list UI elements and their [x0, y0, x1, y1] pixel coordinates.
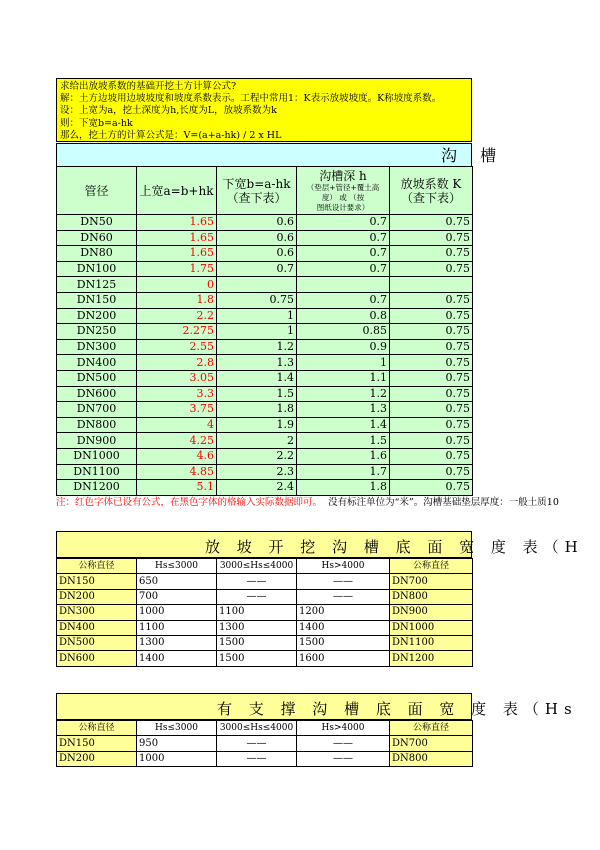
header-k-line2: （查下表）	[400, 190, 461, 205]
header-bottom-line1: 下宽b=a-hk	[222, 176, 291, 191]
slope-k-cell[interactable]: 0.75	[390, 339, 473, 355]
pipe-dn-cell[interactable]: DN1100	[57, 464, 137, 480]
depth-cell[interactable]: 0.9	[297, 339, 390, 355]
slope-k-cell[interactable]: 0.75	[390, 402, 473, 418]
pipe-dn-cell[interactable]: DN1000	[57, 448, 137, 464]
footnote-black: 没有标注单位为“米”。沟槽基础垫层厚度：一般土质10	[328, 497, 559, 508]
table-row	[57, 339, 473, 355]
dn-cell[interactable]: DN150	[57, 736, 137, 751]
value-cell[interactable]: 1400	[297, 620, 390, 635]
table-row	[57, 215, 473, 231]
value-cell[interactable]: ——	[217, 736, 297, 751]
value-cell[interactable]: 650	[137, 574, 217, 589]
pipe-dn-cell[interactable]: DN500	[57, 370, 137, 386]
value-cell[interactable]: 1000	[137, 605, 217, 620]
value-cell[interactable]: ——	[297, 751, 390, 766]
top-width-cell[interactable]: 2.55	[137, 339, 217, 355]
bottom-width-cell[interactable]: 0.75	[217, 292, 297, 308]
header-depth-line1: 沟槽深 h	[319, 168, 367, 183]
dn-cell[interactable]: DN600	[57, 651, 137, 666]
col-hs-3000-4000: 3000≤Hs≤4000	[217, 721, 297, 736]
bottom-width-cell[interactable]: 1	[217, 308, 297, 324]
table-row	[57, 620, 473, 635]
value-cell[interactable]: 1500	[217, 635, 297, 650]
header-depth	[297, 167, 390, 215]
top-width-cell[interactable]: 1.75	[137, 261, 217, 277]
support-table-header	[57, 721, 473, 736]
pipe-dn-cell[interactable]: DN600	[57, 386, 137, 402]
trench-table-header	[57, 167, 473, 215]
pipe-dn-cell[interactable]: DN200	[57, 308, 137, 324]
pipe-dn-cell[interactable]: DN150	[57, 292, 137, 308]
pipe-dn-cell[interactable]: DN700	[57, 402, 137, 418]
table-row	[57, 480, 473, 496]
top-width-cell[interactable]: 4	[137, 417, 217, 433]
slope-k-cell[interactable]: 0.75	[390, 324, 473, 340]
pipe-dn-cell[interactable]: DN100	[57, 261, 137, 277]
top-width-cell[interactable]: 1.65	[137, 246, 217, 262]
top-width-cell[interactable]: 3.3	[137, 386, 217, 402]
table-row	[57, 464, 473, 480]
value-cell[interactable]: 1300	[137, 635, 217, 650]
dn-cell[interactable]: DN150	[57, 574, 137, 589]
slope-k-cell[interactable]: 0.75	[390, 386, 473, 402]
value-cell[interactable]: 700	[137, 589, 217, 604]
bottom-width-cell[interactable]: 1.2	[217, 339, 297, 355]
value-cell[interactable]: 1100	[137, 620, 217, 635]
table-row	[57, 651, 473, 666]
trench-title-text: 沟 槽	[441, 146, 506, 165]
depth-cell[interactable]: 0.7	[297, 215, 390, 231]
dn-cell[interactable]: DN200	[57, 589, 137, 604]
value-cell[interactable]: 1000	[137, 751, 217, 766]
dn-cell[interactable]: DN400	[57, 620, 137, 635]
col-nominal-diameter: 公称直径	[57, 559, 137, 574]
table-row	[57, 324, 473, 340]
col-hs-3000-4000: 3000≤Hs≤4000	[217, 559, 297, 574]
pipe-dn-cell[interactable]: DN400	[57, 355, 137, 371]
depth-cell[interactable]: 0.8	[297, 308, 390, 324]
value-cell[interactable]: 1100	[217, 605, 297, 620]
bottom-width-cell[interactable]: 1.5	[217, 386, 297, 402]
pipe-dn-cell[interactable]: DN300	[57, 339, 137, 355]
value-cell[interactable]: ——	[297, 736, 390, 751]
value-cell[interactable]: 1500	[217, 651, 297, 666]
table-row	[57, 605, 473, 620]
depth-cell[interactable]: 1.7	[297, 464, 390, 480]
top-width-cell[interactable]: 4.6	[137, 448, 217, 464]
slope-k-cell[interactable]: 0.75	[390, 417, 473, 433]
table-row	[57, 433, 473, 449]
depth-cell[interactable]: 1.1	[297, 370, 390, 386]
bottom-width-cell[interactable]: 0.7	[217, 261, 297, 277]
value-cell[interactable]: 1600	[297, 651, 390, 666]
table-row	[57, 308, 473, 324]
slope-k-cell[interactable]: 0.75	[390, 370, 473, 386]
top-width-cell[interactable]: 3.05	[137, 370, 217, 386]
table-row	[57, 370, 473, 386]
header-depth-line3: 度） 或 （按	[321, 192, 365, 202]
bottom-width-cell[interactable]: 0.6	[217, 246, 297, 262]
bottom-width-cell[interactable]: 1	[217, 324, 297, 340]
dn-cell[interactable]: DN700	[390, 574, 473, 589]
slope-k-cell[interactable]: 0.75	[390, 464, 473, 480]
depth-cell[interactable]: 1.6	[297, 448, 390, 464]
table-row	[57, 448, 473, 464]
slope-k-cell[interactable]: 0.75	[390, 246, 473, 262]
pipe-dn-cell[interactable]: DN80	[57, 246, 137, 262]
slope-table-title-bar	[56, 531, 584, 558]
top-width-cell[interactable]: 1.8	[137, 292, 217, 308]
slope-k-cell[interactable]: 0.75	[390, 448, 473, 464]
dn-cell[interactable]: DN1200	[390, 651, 473, 666]
value-cell[interactable]: ——	[297, 589, 390, 604]
pipe-dn-cell[interactable]: DN900	[57, 433, 137, 449]
col-hs-gt-4000: Hs>4000	[297, 559, 390, 574]
header-slope-k	[390, 167, 473, 215]
depth-cell[interactable]: 0.7	[297, 230, 390, 246]
bottom-width-cell[interactable]	[217, 277, 297, 293]
table-row	[57, 736, 473, 751]
support-table-title: 有 支 撑 沟 槽 底 面 宽 度 表（Hs	[217, 700, 578, 718]
depth-cell[interactable]: 1.2	[297, 386, 390, 402]
table-row	[57, 635, 473, 650]
depth-cell[interactable]: 1.3	[297, 402, 390, 418]
col-hs-le-3000: Hs≤3000	[137, 559, 217, 574]
top-width-cell[interactable]: 5.1	[137, 480, 217, 496]
dn-cell[interactable]: DN900	[390, 605, 473, 620]
bottom-width-cell[interactable]: 0.6	[217, 230, 297, 246]
trench-table-title	[56, 143, 506, 167]
depth-cell[interactable]: 1.4	[297, 417, 390, 433]
formula-note	[56, 78, 472, 142]
header-bottom-width	[217, 167, 297, 215]
table-row	[57, 246, 473, 262]
dn-cell[interactable]: DN800	[390, 751, 473, 766]
col-hs-le-3000: Hs≤3000	[137, 721, 217, 736]
depth-cell[interactable]: 0.85	[297, 324, 390, 340]
top-width-cell[interactable]: 2.8	[137, 355, 217, 371]
dn-cell[interactable]: DN1100	[390, 635, 473, 650]
depth-cell[interactable]: 0.7	[297, 261, 390, 277]
header-depth-line2: （垫层+管径+覆土高	[306, 182, 380, 192]
pipe-dn-cell[interactable]: DN1200	[57, 480, 137, 496]
table-row	[57, 261, 473, 277]
table-row	[57, 277, 473, 293]
slope-k-cell[interactable]: 0.75	[390, 261, 473, 277]
bottom-width-cell[interactable]: 2.3	[217, 464, 297, 480]
slope-k-cell[interactable]: 0.75	[390, 355, 473, 371]
value-cell[interactable]: 1200	[297, 605, 390, 620]
top-width-cell[interactable]: 2.275	[137, 324, 217, 340]
slope-table-header	[57, 559, 473, 574]
dn-cell[interactable]: DN800	[390, 589, 473, 604]
table-row	[57, 751, 473, 766]
value-cell[interactable]: 950	[137, 736, 217, 751]
slope-k-cell[interactable]: 0.75	[390, 480, 473, 496]
depth-cell[interactable]: 0.7	[297, 246, 390, 262]
value-cell[interactable]: 1300	[217, 620, 297, 635]
bottom-width-cell[interactable]: 0.6	[217, 215, 297, 231]
bottom-width-cell[interactable]: 1.9	[217, 417, 297, 433]
top-width-cell[interactable]: 1.65	[137, 230, 217, 246]
value-cell[interactable]: 1400	[137, 651, 217, 666]
bottom-width-cell[interactable]: 1.3	[217, 355, 297, 371]
depth-cell[interactable]: 1.8	[297, 480, 390, 496]
footnote	[56, 496, 600, 510]
col-nominal-diameter-2: 公称直径	[390, 559, 473, 574]
value-cell[interactable]: ——	[217, 751, 297, 766]
bottom-width-cell[interactable]: 2.4	[217, 480, 297, 496]
trench-table	[56, 166, 473, 496]
depth-cell[interactable]: 0.7	[297, 292, 390, 308]
table-row	[57, 574, 473, 589]
pipe-dn-cell[interactable]: DN250	[57, 324, 137, 340]
table-row	[57, 230, 473, 246]
table-row	[57, 386, 473, 402]
header-bottom-line2: （查下表）	[226, 190, 287, 205]
bottom-width-cell[interactable]: 1.8	[217, 402, 297, 418]
footnote-red: 注：红色字体已设有公式，在黑色字体的格输入实际数据即可。	[56, 497, 323, 508]
pipe-dn-cell[interactable]: DN60	[57, 230, 137, 246]
value-cell[interactable]: ——	[297, 574, 390, 589]
value-cell[interactable]: ——	[217, 574, 297, 589]
top-width-cell[interactable]: 2.2	[137, 308, 217, 324]
support-table-title-bar	[56, 693, 578, 720]
table-row	[57, 589, 473, 604]
dn-cell[interactable]: DN300	[57, 605, 137, 620]
note-line-formula: 那么，挖土方的计算公式是：V=(a+a-hk) / 2 x HL	[60, 129, 282, 141]
slope-k-cell[interactable]	[390, 277, 473, 293]
support-width-table	[56, 720, 473, 767]
slope-k-cell[interactable]: 0.75	[390, 308, 473, 324]
top-width-cell[interactable]: 4.85	[137, 464, 217, 480]
pipe-dn-cell[interactable]: DN125	[57, 277, 137, 293]
value-cell[interactable]: ——	[217, 589, 297, 604]
note-line-answer: 解：土方边坡用边坡坡度和坡度系数表示。工程中常用1：K表示放坡坡度。K称坡度系数。	[60, 93, 442, 105]
pipe-dn-cell[interactable]: DN800	[57, 417, 137, 433]
slope-width-table	[56, 558, 473, 667]
top-width-cell[interactable]: 3.75	[137, 402, 217, 418]
top-width-cell[interactable]: 0	[137, 277, 217, 293]
table-row	[57, 292, 473, 308]
note-line-bottom-width: 则：下宽b=a-hk	[60, 117, 133, 129]
dn-cell[interactable]: DN500	[57, 635, 137, 650]
col-hs-gt-4000: Hs>4000	[297, 721, 390, 736]
bottom-width-cell[interactable]: 2.2	[217, 448, 297, 464]
dn-cell[interactable]: DN700	[390, 736, 473, 751]
header-depth-line4: 图纸设计要求）	[316, 202, 370, 212]
col-nominal-diameter-2: 公称直径	[390, 721, 473, 736]
note-line-setup: 设：上宽为a，挖土深度为h,长度为L，放坡系数为k	[60, 105, 277, 117]
bottom-width-cell[interactable]: 1.4	[217, 370, 297, 386]
slope-k-cell[interactable]: 0.75	[390, 230, 473, 246]
depth-cell[interactable]: 1	[297, 355, 390, 371]
table-row	[57, 417, 473, 433]
header-top-width: 上宽a=b+hk	[137, 167, 217, 215]
slope-table-title: 放 坡 开 挖 沟 槽 底 面 宽 度 表（H	[205, 538, 584, 556]
bottom-width-cell[interactable]: 2	[217, 433, 297, 449]
note-line-question: 求给出放坡系数的基础开挖土方计算公式?	[60, 81, 237, 92]
table-row	[57, 355, 473, 371]
depth-cell[interactable]	[297, 277, 390, 293]
table-row	[57, 402, 473, 418]
top-width-cell[interactable]: 1.65	[137, 215, 217, 231]
header-k-line1: 放坡系数 K	[400, 176, 462, 191]
top-width-cell[interactable]: 4.25	[137, 433, 217, 449]
depth-cell[interactable]: 1.5	[297, 433, 390, 449]
col-nominal-diameter: 公称直径	[57, 721, 137, 736]
slope-k-cell[interactable]: 0.75	[390, 215, 473, 231]
slope-k-cell[interactable]: 0.75	[390, 433, 473, 449]
dn-cell[interactable]: DN200	[57, 751, 137, 766]
dn-cell[interactable]: DN1000	[390, 620, 473, 635]
pipe-dn-cell[interactable]: DN50	[57, 215, 137, 231]
slope-k-cell[interactable]: 0.75	[390, 292, 473, 308]
value-cell[interactable]: 1500	[297, 635, 390, 650]
header-pipe: 管径	[57, 167, 137, 215]
